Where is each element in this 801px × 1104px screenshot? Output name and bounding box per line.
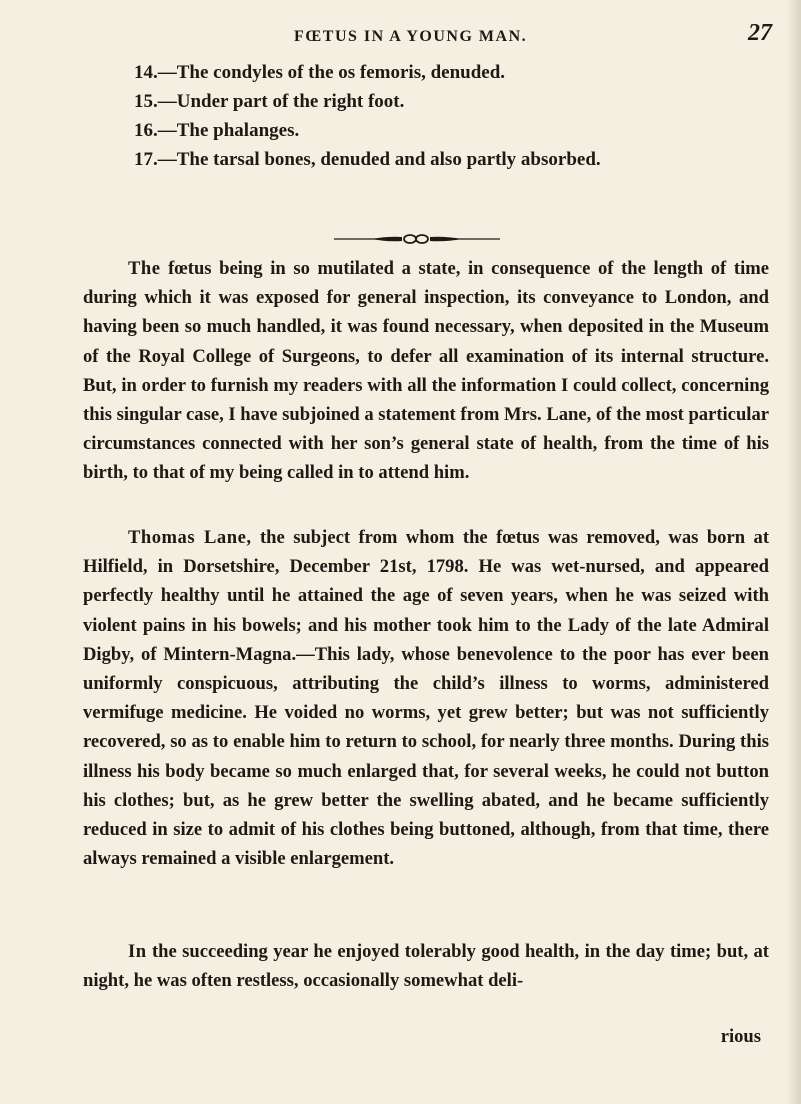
list-item: 16.—The phalanges. bbox=[134, 120, 300, 141]
paragraph bbox=[83, 254, 769, 488]
running-head-title: FŒTUS IN A YOUNG MAN. bbox=[294, 28, 528, 45]
ornamental-divider bbox=[332, 232, 502, 246]
page-edge-shadow bbox=[787, 0, 801, 1104]
list-item: 15.—Under part of the right foot. bbox=[134, 91, 405, 112]
list-item: 14.—The condyles of the os femoris, denuded. bbox=[134, 62, 506, 83]
list-item: 17.—The tarsal bones, denuded and also partly absorbed. bbox=[134, 149, 601, 170]
paragraph bbox=[83, 523, 769, 873]
paragraph-text: the subject from whom the fœtus was removed, was born at Hilfield, in Dorsetshire, December 21st, 1798. He was wet-nursed, and appeared perfectly healthy until he attained the age of seven years, when he was seized with violent pains in his bowels; and his mother took him to the Lady of the late Admiral Digby, of Mintern-Magna.—This lady, whose benevolence to the poor has ever been uniformly conspicuous, attributing the child’s illness to worms, administered vermifuge medicine. He voided no worms, yet grew better; but was not sufficiently recovered, so as to enable him to return to school, for nearly three months. During this illness his body became so much enlarged that, for several weeks, he could not button his clothes; but, as he grew better the swelling abated, and he became sufficiently reduced in size to admit of his clothes being buttoned, although, from that time, there always remained a visible enlargement. bbox=[83, 527, 770, 870]
paragraph-text: fœtus being in so mutilated a state, in consequence of the length of time during which it was exposed for general inspection, its conveyance to London, and having been so much handled, it was found necessary, when deposited in the Museum of the Royal College of Surgeons, to defer all examination of its internal structure. But, in order to furnish my readers with all the information I could collect, concerning this singular case, I have subjoined a statement from Mrs. Lane, of the most particular circumstances connected with her son’s general state of health, from the time of his birth, to that of my being called in to attend him. bbox=[83, 258, 769, 484]
paragraph-text: the succeeding year he enjoyed tolerably good health, in the day time; but, at night, he was often restless, occasionally somewhat deli- bbox=[83, 941, 769, 992]
paragraph-lead: In bbox=[128, 941, 147, 962]
running-head bbox=[0, 8, 801, 48]
catchword: rious bbox=[720, 1026, 761, 1047]
page-number: 27 bbox=[748, 20, 772, 46]
paragraph-lead: The bbox=[128, 258, 161, 279]
paragraph bbox=[83, 937, 769, 995]
paragraph-lead: Thomas Lane, bbox=[128, 527, 252, 548]
specimen-list bbox=[134, 58, 774, 174]
